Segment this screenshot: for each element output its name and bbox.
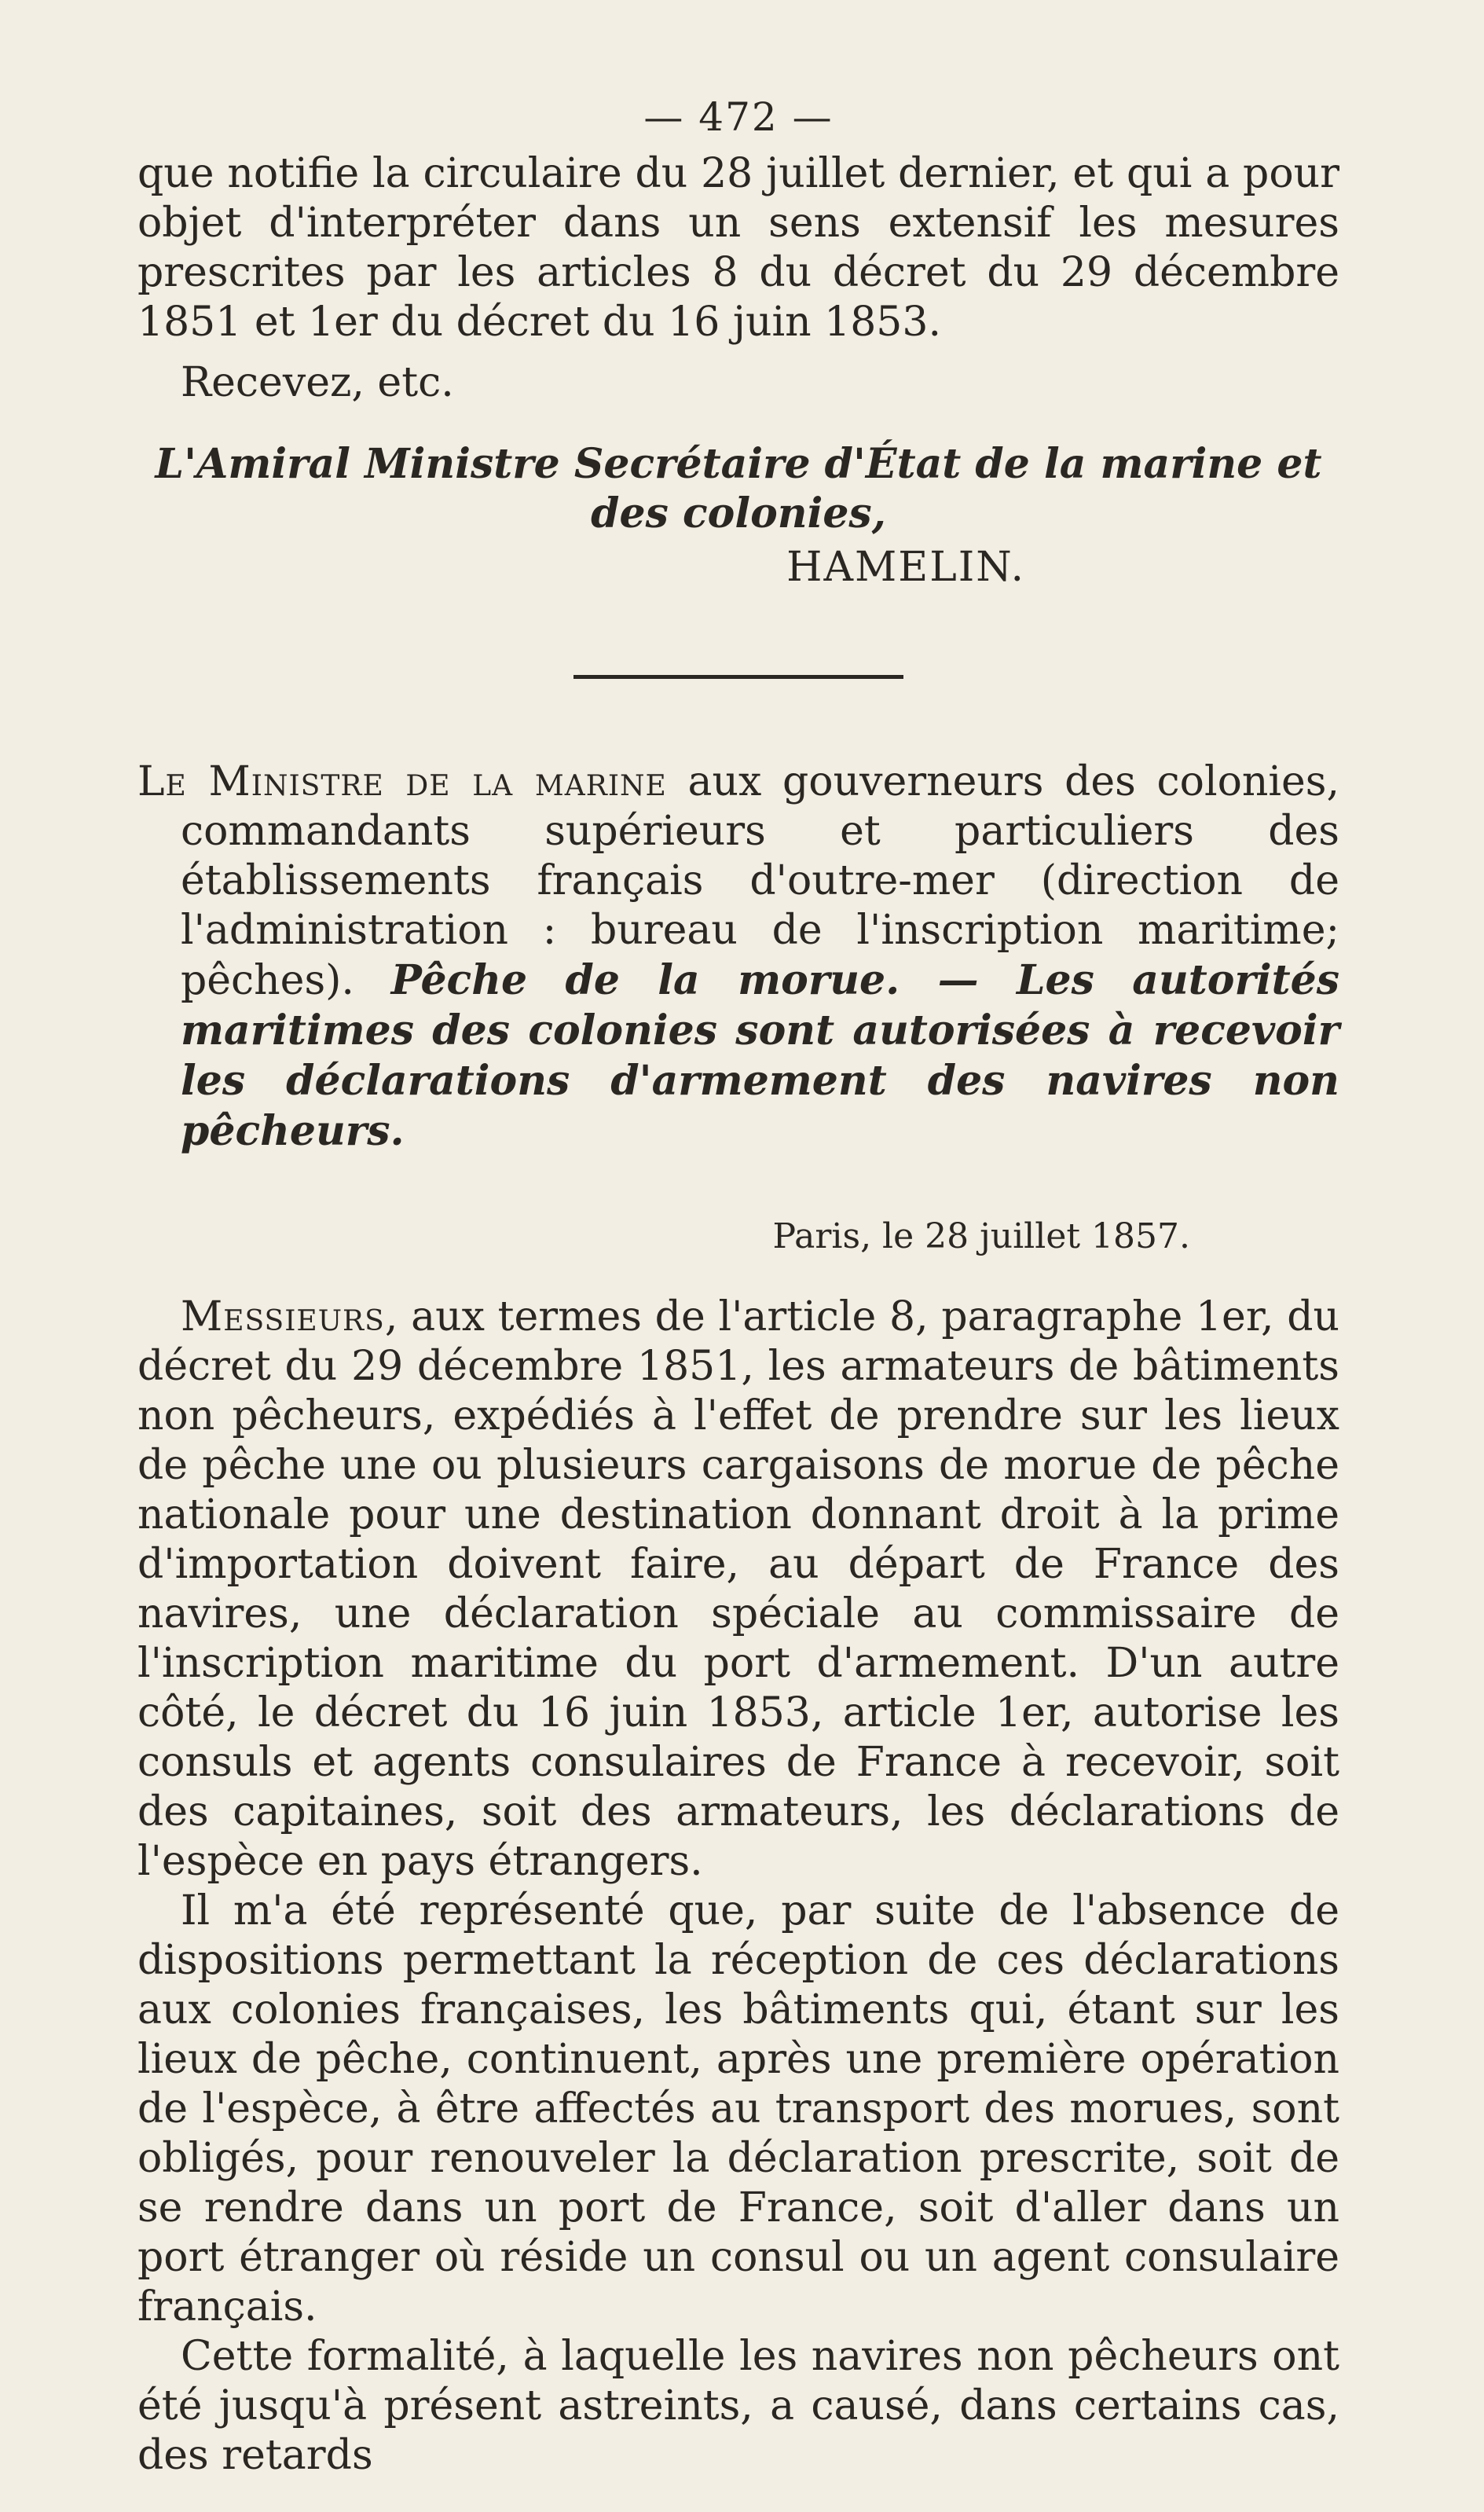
- page-number: — 472 —: [643, 94, 834, 140]
- dateline: Paris, le 28 juillet 1857.: [772, 1216, 1190, 1256]
- signature-name: HAMELIN.: [786, 544, 1025, 591]
- closing-formula: Recevez, etc.: [181, 359, 454, 406]
- document-page: [137, 94, 1339, 2481]
- paragraph-continuation: que notifie la circulaire du 28 juillet dernier, et qui a pour objet d'interpréter dans un sens extensif les mesures prescrites par les articles 8 du décret du 29 décembre 1851 et 1er du décret du 16 juin 1853.: [137, 150, 1339, 346]
- body-paragraph-1: [137, 1293, 1339, 1887]
- header-text: aux gouverneurs des colonies, commandants supérieurs et particuliers des établissements français d'outre-mer (direction de l'administration : bureau de l'inscription maritime; pêches).: [181, 758, 1340, 1004]
- body-paragraph-3: Cette formalité, à laquelle les navires non pêcheurs ont été jusqu'à présent astreints, a causé, dans certains cas, des retards: [137, 2333, 1339, 2479]
- body-paragraph-1-text: , aux termes de l'article 8, paragraphe 1er, du décret du 29 décembre 1851, les armateurs de bâtiments non pêcheurs, expédiés à l'effet de prendre sur les lieux de pêche une ou plusieurs cargaisons de morue de pêche nationale pour une destination donnant droit à la prime d'importation doivent faire, au départ de France des navires, une déclaration spéciale au commissaire de l'inscription maritime du port d'armement. D'un autre côté, le décret du 16 juin 1853, article 1er, autorise les consuls et agents consulaires de France à recevoir, soit des capitaines, soit des armateurs, les déclarations de l'espèce en pays étrangers.: [137, 1293, 1339, 1885]
- header-subject: Pêche de la morue. — Les autorités maritimes des colonies sont autorisées à recevoir les déclarations d'armement des navires non pêcheurs.: [181, 956, 1340, 1155]
- signature-title: L'Amiral Ministre Secrétaire d'État de la marine et des colonies,: [155, 440, 1322, 537]
- header-ministre: Le Ministre de la marine: [137, 758, 667, 805]
- salutation: Messieurs: [181, 1293, 385, 1340]
- section-divider: [573, 675, 903, 679]
- letter-header: [137, 757, 1339, 1157]
- body-paragraph-2: Il m'a été représenté que, par suite de l'absence de dispositions permettant la réception de ces déclarations aux colonies françaises, les bâtiments qui, étant sur les lieux de pêche, continuent, après une première opération de l'espèce, à être affectés au transport des morues, sont obligés, pour renouveler la déclaration prescrite, soit de se rendre dans un port de France, soit d'aller dans un port étranger où réside un consul ou un agent consulaire français.: [137, 1887, 1339, 2330]
